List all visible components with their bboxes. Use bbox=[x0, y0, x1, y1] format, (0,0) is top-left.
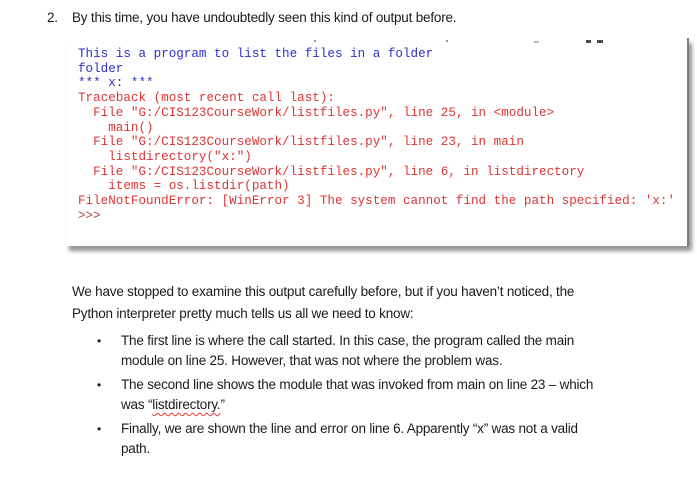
console-output bbox=[78, 47, 683, 223]
console-line: File "G:/CIS123CourseWork/listfiles.py", line 23, in main bbox=[78, 135, 524, 150]
console-line: folder bbox=[78, 61, 124, 76]
numbered-item-heading bbox=[47, 8, 456, 28]
bullet-marker-icon: • bbox=[97, 422, 102, 436]
paragraph bbox=[72, 281, 574, 325]
bullet-list bbox=[97, 331, 657, 463]
bullet-marker-icon: • bbox=[97, 378, 102, 392]
console-line: File "G:/CIS123CourseWork/listfiles.py", line 25, in <module> bbox=[78, 105, 555, 120]
console-line: >>> bbox=[78, 208, 101, 223]
bullet-text: Finally, we are shown the line and error on line 6. Apparently “x” was not a valid path. bbox=[121, 421, 578, 456]
bullet-text: The second line shows the module that was invoked from main on line 23 – which was “listdirectory.” bbox=[121, 377, 594, 412]
bullet-item bbox=[97, 375, 657, 415]
console-line: Traceback (most recent call last): bbox=[78, 91, 335, 106]
bullet-text: The first line is where the call started. In this case, the program called the main module on line 25. However, that was not where the problem was. bbox=[121, 333, 575, 368]
bullet-marker-icon: • bbox=[97, 334, 102, 348]
paragraph-line: We have stopped to examine this output carefully before, but if you haven’t noticed, the bbox=[72, 284, 575, 299]
console-line: This is a program to list the files in a folder bbox=[78, 47, 434, 61]
console-line: listdirectory("x:") bbox=[78, 149, 252, 164]
console-screenshot bbox=[66, 38, 689, 246]
bullet-item bbox=[97, 331, 657, 371]
console-line: *** x: *** bbox=[78, 76, 154, 91]
console-line: items = os.listdir(path) bbox=[78, 179, 290, 194]
bullet-item bbox=[97, 419, 657, 459]
spellcheck-underlined-word: listdirectory. bbox=[152, 397, 221, 412]
paragraph-line: Python interpreter pretty much tells us all we need to know: bbox=[72, 306, 414, 321]
console-line: FileNotFoundError: [WinError 3] The system cannot find the path specified: 'x:' bbox=[78, 194, 676, 209]
console-line: main() bbox=[78, 120, 154, 135]
heading-text: By this time, you have undoubtedly seen this kind of output before. bbox=[72, 10, 457, 25]
console-line: File "G:/CIS123CourseWork/listfiles.py", line 6, in listdirectory bbox=[78, 164, 585, 179]
list-number: 2. bbox=[47, 10, 58, 25]
